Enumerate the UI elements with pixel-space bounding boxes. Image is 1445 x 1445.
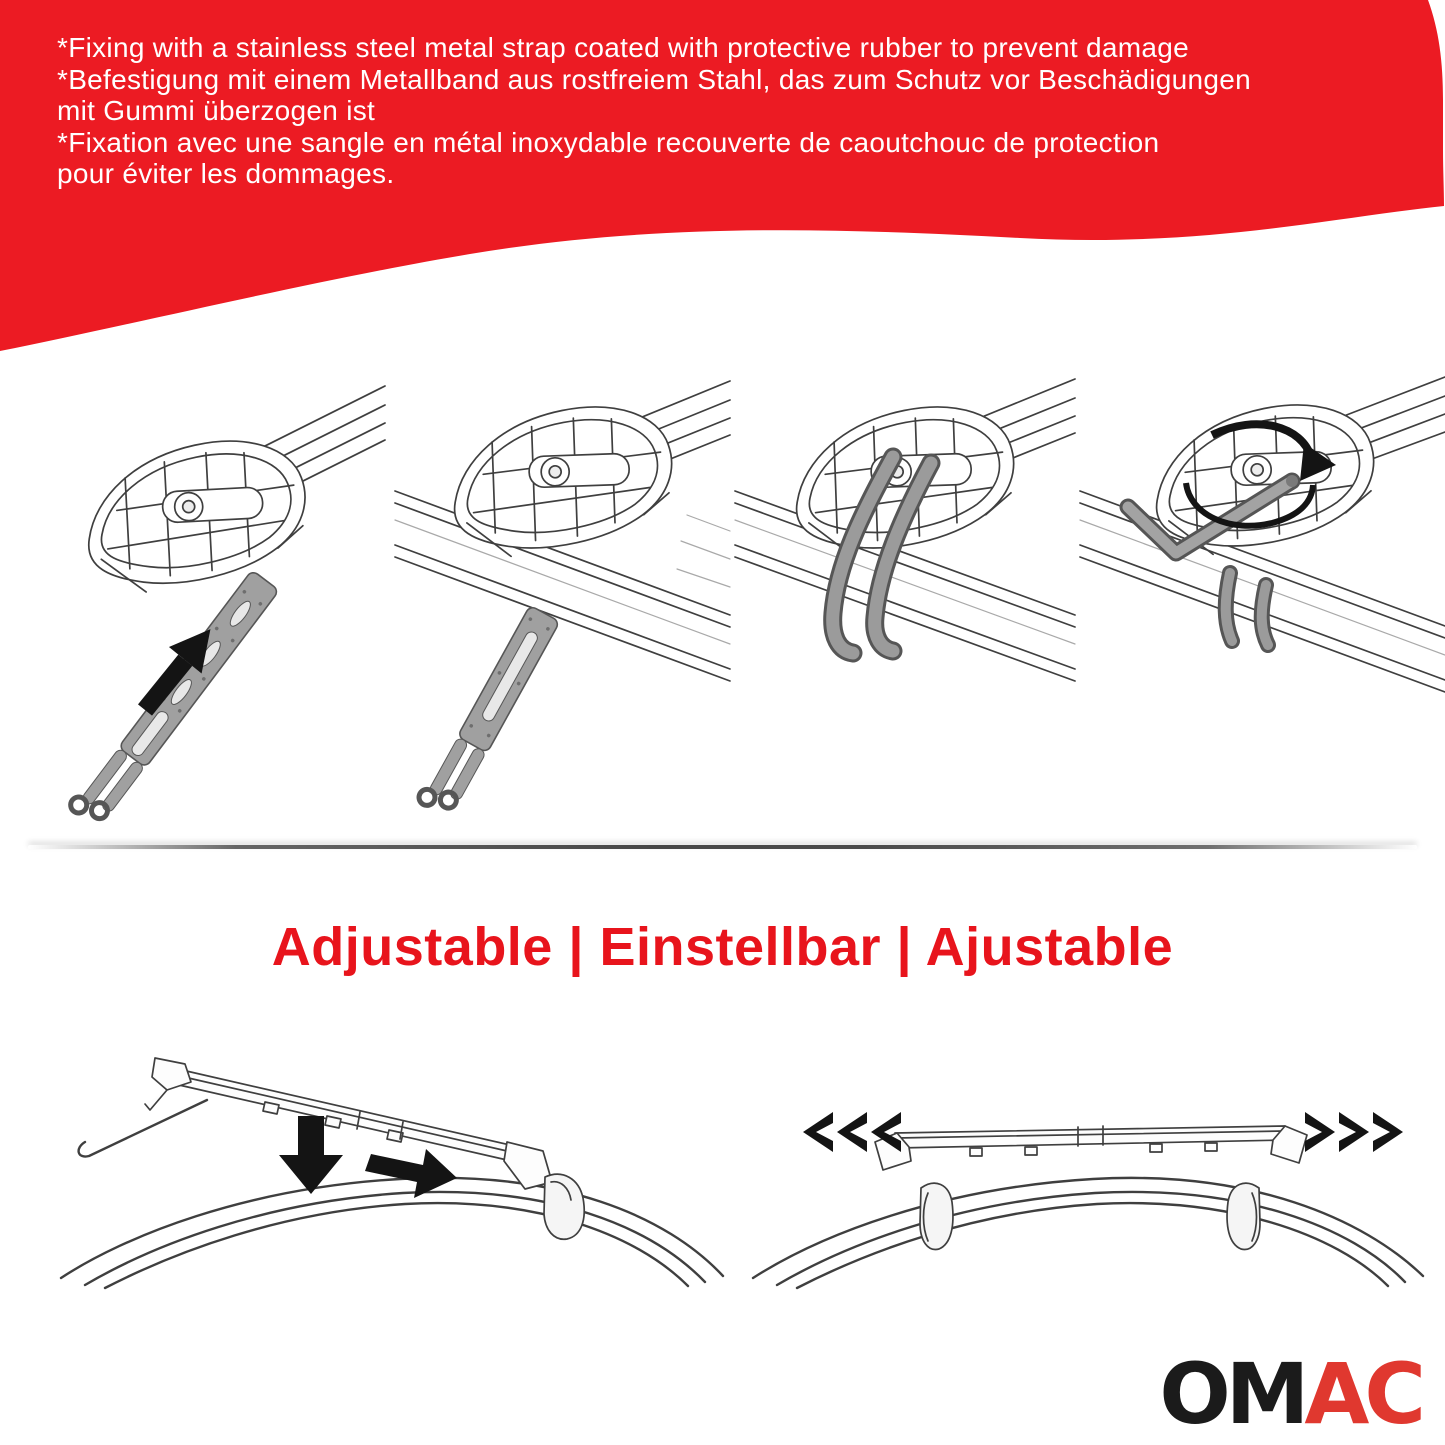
car-roof-outline [61, 1178, 723, 1288]
wrapped-straps [1226, 573, 1268, 645]
section-divider [28, 845, 1417, 849]
clamp [451, 404, 675, 558]
second-rail-fragment [677, 515, 730, 587]
banner-line-en: *Fixing with a stainless steel metal strap coated with protective rubber to prevent damage [57, 32, 1190, 63]
step-1-insert-strap [67, 386, 385, 830]
installation-steps-illustrations [0, 365, 1445, 835]
left-mount [145, 1058, 191, 1110]
banner-line-fr-1: *Fixation avec une sangle en métal inoxydable recouverte de caoutchouc de protection [57, 126, 1160, 158]
metal-strap [416, 603, 560, 820]
antenna [79, 1100, 207, 1157]
omac-logo [1159, 1345, 1421, 1443]
roof-stanchion-left [920, 1183, 953, 1249]
step-2-strap-under-rail [395, 381, 730, 819]
logo-text-black: OM [1159, 1345, 1305, 1443]
crossbar [875, 1126, 1307, 1170]
roof-stanchion-right [1227, 1183, 1260, 1249]
banner [0, 0, 1445, 360]
right-adjust-figure [753, 1112, 1423, 1288]
step-3-strap-wrapped [735, 379, 1075, 681]
metal-strap [67, 567, 279, 830]
car-roof-outline [753, 1178, 1423, 1288]
banner-text [57, 32, 1251, 190]
step-4-tighten [1080, 377, 1445, 692]
banner-line-fr-2: pour éviter les dommages. [57, 158, 395, 189]
adjustable-heading: Adjustable | Einstellbar | Ajustable [271, 917, 1174, 977]
steps-drawing [0, 365, 1445, 835]
down-arrow-icon [279, 1116, 343, 1194]
clamp [84, 437, 310, 595]
crossbar [145, 1058, 552, 1189]
extend-arrows-right-icon [1305, 1112, 1403, 1152]
adjustment-illustrations [0, 1030, 1445, 1300]
banner-line-de-2: mit Gummi überzogen ist [57, 95, 376, 126]
logo-text-red: AC [1304, 1345, 1421, 1443]
adjustment-drawing [0, 1030, 1445, 1300]
slide-arrow-icon [365, 1149, 457, 1198]
mount-foot [544, 1174, 584, 1239]
left-adjust-figure [61, 1058, 723, 1288]
banner-line-de-1: *Befestigung mit einem Metallband aus rostfreiem Stahl, das zum Schutz vor Beschädigungen [57, 63, 1251, 95]
